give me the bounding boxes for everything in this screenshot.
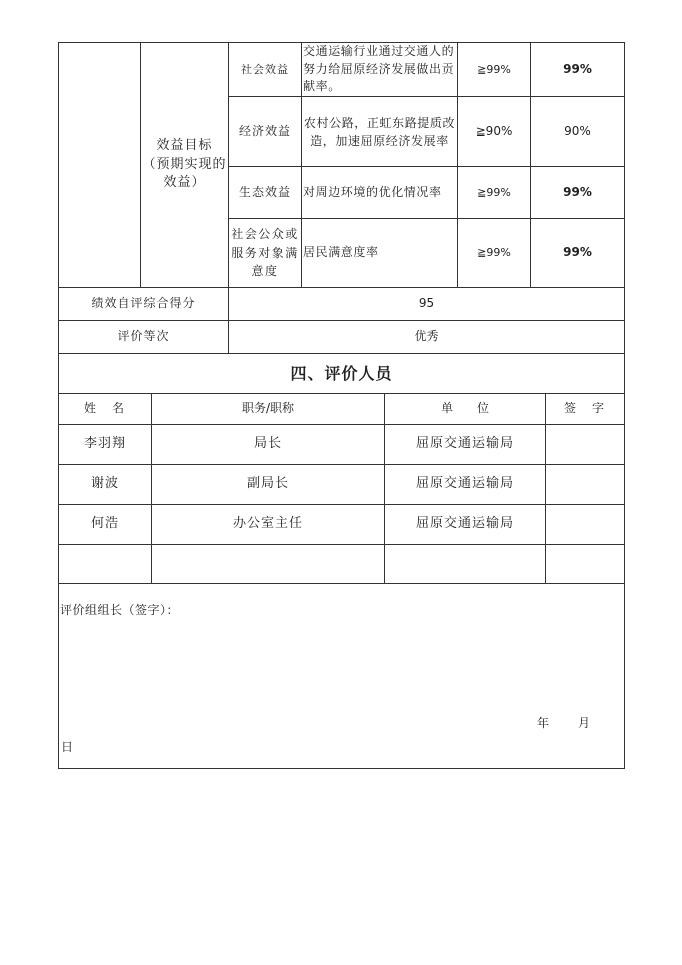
- benefit-sub-social: 社会效益: [241, 62, 289, 76]
- score-value: 95: [418, 296, 435, 311]
- grade-label: 评价等次: [117, 329, 170, 344]
- date-day: 日: [61, 740, 74, 754]
- benefit-actual-social: 99%: [563, 61, 592, 76]
- benefit-indicator-ecological: 对周边环境的优化情况率: [303, 184, 442, 199]
- person-unit: 屈原交通运输局: [415, 436, 514, 452]
- person-title[interactable]: [152, 545, 384, 583]
- person-sign[interactable]: [546, 505, 624, 544]
- score-label: 绩效自评综合得分: [91, 296, 196, 311]
- person-name[interactable]: [59, 545, 151, 583]
- person-name: 何浩: [90, 516, 119, 532]
- person-title: 局长: [253, 436, 282, 452]
- person-sign[interactable]: [546, 425, 624, 464]
- header-unit: 单 位: [440, 401, 489, 416]
- benefit-sub-economic: 经济效益: [238, 123, 291, 138]
- person-unit: 屈原交通运输局: [415, 476, 514, 492]
- header-title: 职务/职称: [241, 401, 295, 416]
- benefit-target-satisfaction: ≧99%: [477, 246, 511, 260]
- person-unit[interactable]: [385, 545, 545, 583]
- benefit-sub-ecological: 生态效益: [238, 184, 291, 199]
- person-name: 谢波: [90, 476, 119, 492]
- benefit-target-ecological: ≧99%: [477, 185, 511, 199]
- benefit-actual-economic: 90%: [564, 123, 591, 138]
- benefit-target-social: ≧99%: [477, 62, 511, 76]
- benefit-actual-ecological: 99%: [563, 184, 592, 199]
- benefit-indicator-economic: 农村公路，正虹东路提质改造，加速屈原经济发展率: [303, 115, 456, 148]
- person-name: 李羽翔: [83, 436, 126, 452]
- person-title: 办公室主任: [232, 516, 303, 532]
- header-name: 姓 名: [83, 401, 126, 416]
- person-sign[interactable]: [546, 545, 624, 583]
- benefit-category-label: 效益目标 （预期实现的 效益）: [142, 137, 227, 191]
- person-title: 副局长: [246, 476, 289, 492]
- benefit-target-economic: ≧90%: [475, 123, 513, 138]
- leader-sign-label: 评价组组长（签字）：: [60, 603, 180, 617]
- benefit-sub-satisfaction: 社会公众或服务对象满意度: [231, 227, 299, 279]
- benefit-indicator-social: 交通运输行业通过交通人的努力给屈原经济发展做出贡献率。: [303, 44, 455, 94]
- benefit-indicator-satisfaction: 居民满意度率: [303, 245, 379, 260]
- benefit-actual-satisfaction: 99%: [563, 245, 592, 260]
- grade-value: 优秀: [414, 329, 439, 344]
- person-sign[interactable]: [546, 465, 624, 504]
- section-title: 四、评价人员: [290, 363, 393, 383]
- person-unit: 屈原交通运输局: [415, 516, 514, 532]
- header-sign: 签 字: [563, 401, 606, 416]
- date-year: 年: [537, 716, 550, 730]
- date-month: 月: [578, 716, 591, 730]
